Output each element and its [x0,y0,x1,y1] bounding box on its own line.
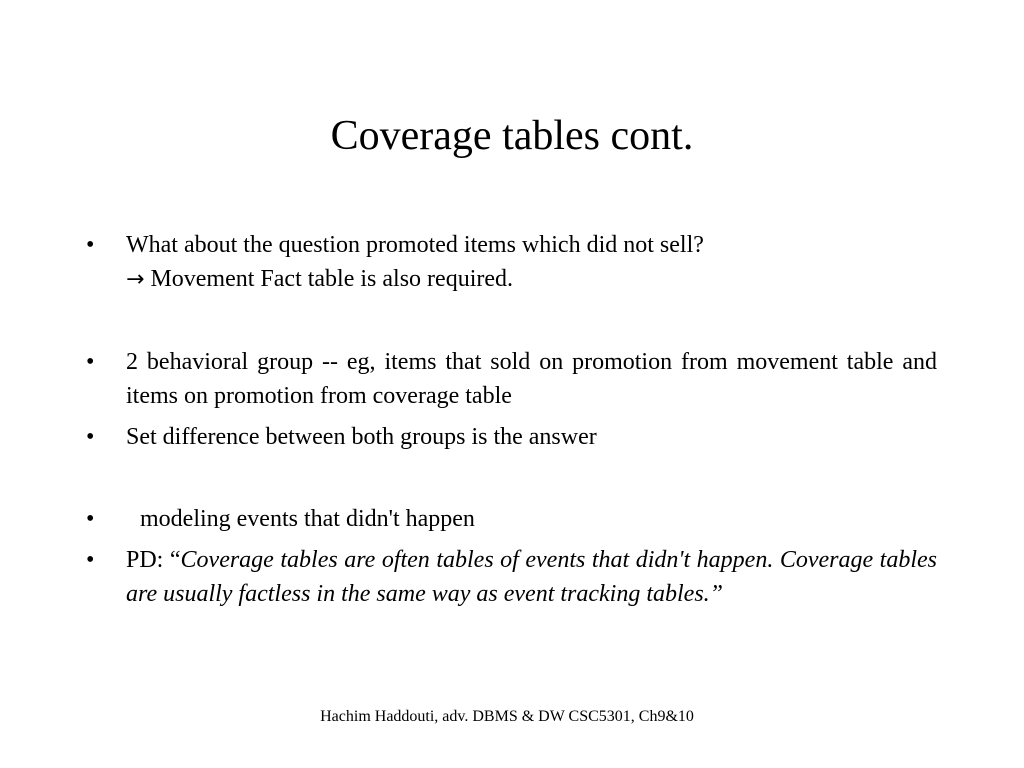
bullet-text: Set difference between both groups is the answer [126,424,597,450]
bullet-icon: • [86,547,95,573]
bullet-text: modeling events that didn't happen [140,506,475,532]
bullet-icon: • [86,349,95,375]
bullet-text: 2 behavioral group -- eg, items that sold on promotion from movement table and items on promotion from coverage table [126,349,937,409]
bullet-item [86,502,937,536]
bullet-icon: • [86,424,95,450]
bullet-item [86,228,937,297]
arrow-right-icon: → [126,267,145,292]
slide-title: Coverage tables cont. [330,113,694,159]
bullet-icon: • [86,506,95,532]
bullet-item [86,345,937,413]
bullet-text-prefix: PD: “ [126,547,181,573]
bullet-text: What about the question promoted items which did not sell? [126,232,704,258]
bullet-item [86,543,937,611]
bullet-icon: • [86,232,95,258]
bullet-list [86,228,937,611]
slide-footer: Hachim Haddouti, adv. DBMS & DW CSC5301, Ch9&10 [320,708,694,725]
quote-text: Coverage tables are often tables of events that didn't happen. Coverage tables are usually factless in the same way as event tracking tables.” [126,547,938,607]
bullet-item [86,420,937,454]
bullet-text-continuation: Movement Fact table is also required. [144,266,514,292]
